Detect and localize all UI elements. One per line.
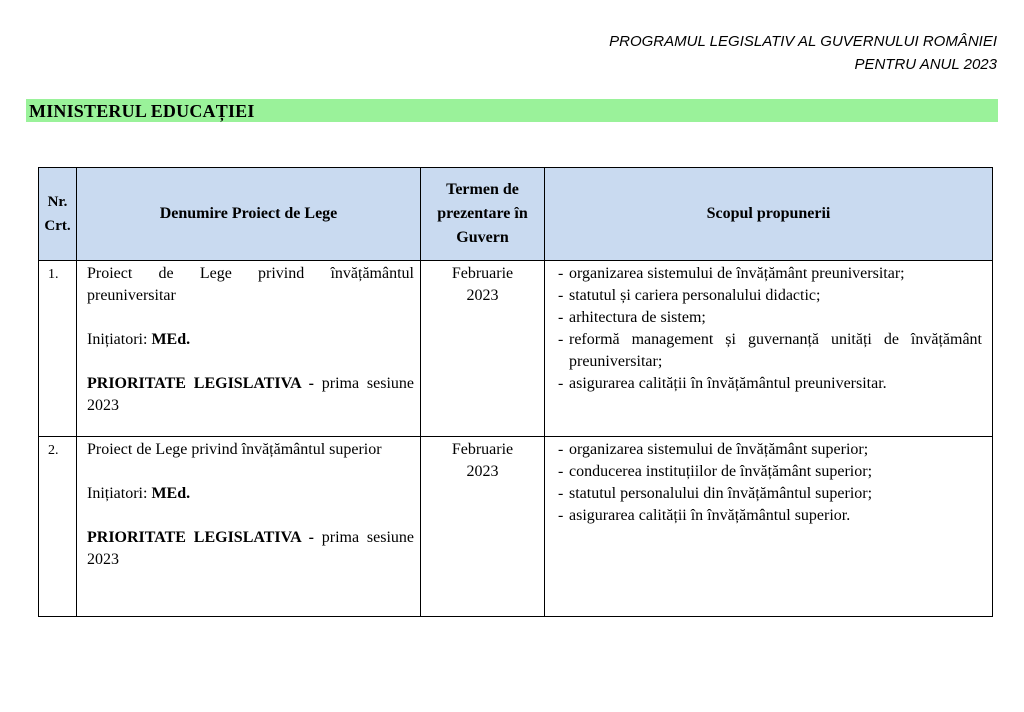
table-row [39, 437, 993, 617]
priority-label: PRIORITATE LEGISLATIVA - [87, 529, 314, 546]
scope-item: - organizarea sistemului de învățământ preuniversitar; [558, 263, 982, 285]
priority-label: PRIORITATE LEGISLATIVA - [87, 375, 314, 392]
ministry-title: MINISTERUL EDUCAȚIEI [29, 101, 255, 121]
priority-text: prima sesiune 2023 [87, 529, 414, 568]
scope-list [558, 263, 982, 395]
column-header-name: Denumire Proiect de Lege [77, 168, 421, 261]
scope-item: - statutul și cariera personalului didactic; [558, 285, 982, 307]
initiators-value: MEd. [151, 485, 191, 502]
scope-item: - organizarea sistemului de învățământ superior; [558, 439, 982, 461]
scope-cell [545, 261, 993, 437]
column-header-scope: Scopul propunerii [545, 168, 993, 261]
scope-list [558, 439, 982, 527]
project-title: Proiect de Lege privind învățământul preuniversitar [87, 265, 414, 304]
term-month: Februarie [451, 265, 514, 282]
column-header-nr-line1: Nr. [47, 194, 68, 210]
term-year: 2023 [466, 287, 499, 304]
column-header-term [421, 168, 545, 261]
project-initiators [87, 483, 414, 505]
scope-item: - conducerea instituțiilor de învățământ superior; [558, 461, 982, 483]
scope-item: - statutul personalului din învățământul superior; [558, 483, 982, 505]
priority-text: prima sesiune 2023 [87, 375, 414, 414]
scope-item: - reformă management și guvernanță unități de învățământ preuniversitar; [558, 329, 982, 373]
initiators-label: Inițiatori: [87, 485, 148, 502]
ministry-band [26, 99, 998, 122]
table-header-row [39, 168, 993, 261]
header-line-1: PROGRAMUL LEGISLATIV AL GUVERNULUI ROMÂNIEI [609, 33, 997, 50]
scope-cell [545, 437, 993, 617]
row-number: 2. [39, 437, 77, 617]
term-year: 2023 [466, 463, 499, 480]
project-priority [87, 527, 414, 571]
document-header [609, 30, 997, 76]
table-row [39, 261, 993, 437]
legislative-table [38, 167, 993, 617]
column-header-term-label: Termen de prezentare în Guvern [437, 181, 528, 246]
project-priority [87, 373, 414, 417]
initiators-label: Inițiatori: [87, 331, 148, 348]
row-number: 1. [39, 261, 77, 437]
term-cell [421, 261, 545, 437]
term-month: Februarie [451, 441, 514, 458]
scope-item: - arhitectura de sistem; [558, 307, 982, 329]
project-title: Proiect de Lege privind învățământul superior [87, 441, 382, 458]
project-initiators [87, 329, 414, 351]
project-cell [77, 261, 421, 437]
project-cell [77, 437, 421, 617]
initiators-value: MEd. [151, 331, 191, 348]
scope-item: - asigurarea calității în învățământul preuniversitar. [558, 373, 982, 395]
column-header-nr [39, 168, 77, 261]
header-line-2: PENTRU ANUL 2023 [854, 56, 997, 73]
column-header-nr-line2: Crt. [44, 218, 71, 234]
term-cell [421, 437, 545, 617]
scope-item: - asigurarea calității în învățământul superior. [558, 505, 982, 527]
